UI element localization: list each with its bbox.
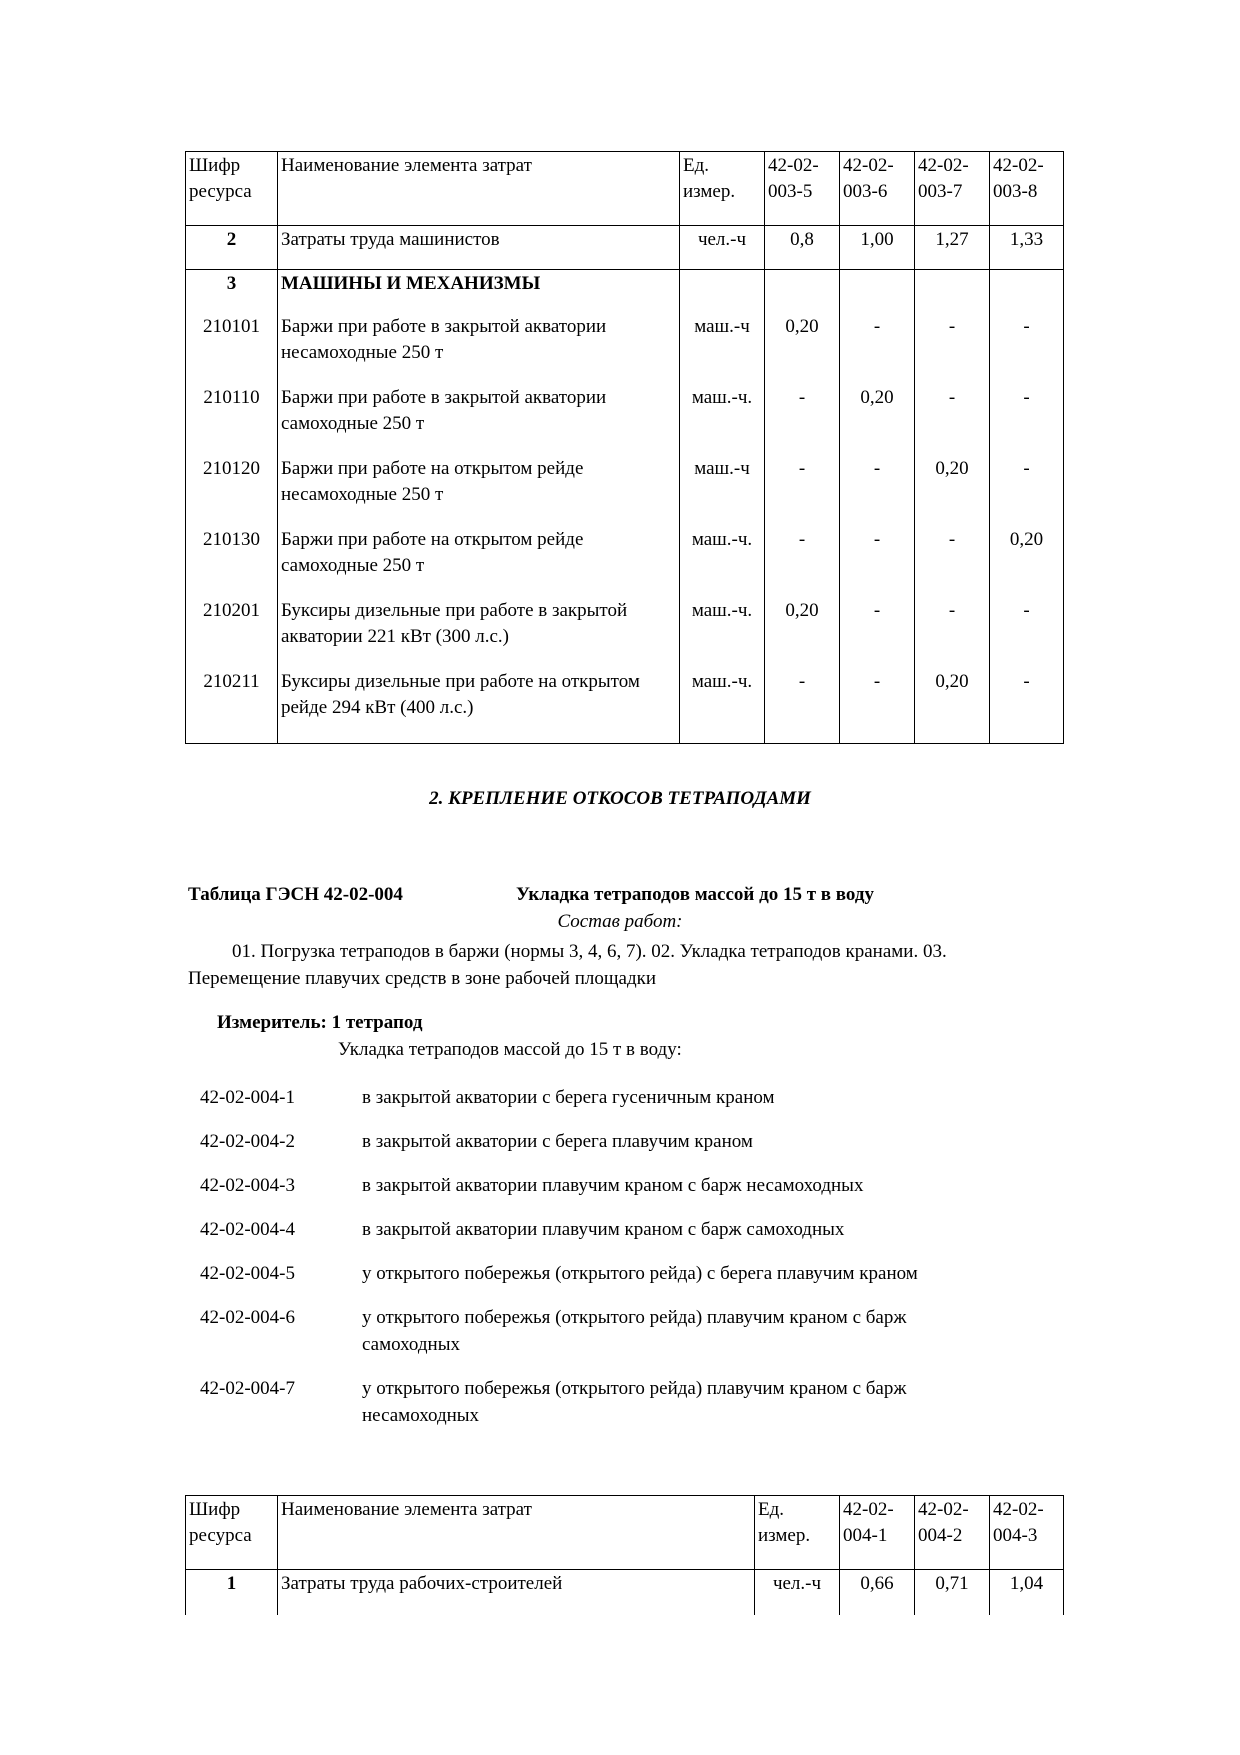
row-code: 210120: [186, 455, 278, 526]
norm-code: 42-02-004-2: [200, 1131, 295, 1152]
header-col-4: 42-02-003-8: [990, 152, 1064, 226]
norm-desc: в закрытой акватории с берега плавучим краном: [362, 1131, 753, 1152]
work-composition-text: 01. Погрузка тетраподов в баржи (нормы 3, 4, 6, 7). 02. Укладка тетраподов кранами. 03. Перемещение плавучих средств в зоне рабочей площадки: [188, 941, 947, 989]
row-unit: маш.-ч.: [680, 597, 765, 668]
row-unit: маш.-ч.: [680, 526, 765, 597]
row-value: -: [765, 668, 840, 744]
row-value: -: [915, 384, 990, 455]
norm-code: 42-02-004-1: [200, 1087, 295, 1108]
row-name: Баржи при работе на открытом рейде самоходные 250 т: [278, 526, 680, 597]
table-row: [186, 1570, 1064, 1616]
row-value: -: [915, 313, 990, 384]
row-value: -: [915, 526, 990, 597]
row-value: -: [990, 668, 1064, 744]
row-value: -: [915, 597, 990, 668]
row-unit: маш.-ч: [680, 313, 765, 384]
section-name: МАШИНЫ И МЕХАНИЗМЫ: [278, 270, 680, 314]
row-value: 0,71: [915, 1570, 990, 1616]
row-value: 0,20: [765, 597, 840, 668]
norm-desc: в закрытой акватории плавучим краном с барж самоходных: [362, 1219, 845, 1240]
norm-code: 42-02-004-5: [200, 1263, 295, 1284]
header-unit: Ед. измер.: [755, 1496, 840, 1570]
row-code: 210201: [186, 597, 278, 668]
row-value: 1,33: [990, 226, 1064, 270]
resource-table-003: [185, 151, 1064, 744]
header-name: Наименование элемента затрат: [278, 1496, 755, 1570]
row-name: Баржи при работе на открытом рейде несамоходные 250 т: [278, 455, 680, 526]
header-unit: Ед. измер.: [680, 152, 765, 226]
row-value: 0,20: [990, 526, 1064, 597]
row-name: Буксиры дизельные при работе в закрытой акватории 221 кВт (300 л.с.): [278, 597, 680, 668]
row-value: 0,20: [840, 384, 915, 455]
row-value: -: [990, 313, 1064, 384]
table-header-row: [186, 152, 1064, 226]
row-name: Баржи при работе в закрытой акватории самоходные 250 т: [278, 384, 680, 455]
row-name: Баржи при работе в закрытой акватории несамоходные 250 т: [278, 313, 680, 384]
header-col-3: 42-02-004-3: [990, 1496, 1064, 1570]
header-col-3: 42-02-003-7: [915, 152, 990, 226]
row-value: -: [840, 313, 915, 384]
row-value: 0,20: [765, 313, 840, 384]
table-title: Укладка тетраподов массой до 15 т в воду: [516, 884, 874, 905]
row-value: -: [840, 668, 915, 744]
header-col-2: 42-02-003-6: [840, 152, 915, 226]
row-value: 0,20: [915, 668, 990, 744]
row-value: 1,00: [840, 226, 915, 270]
row-unit: маш.-ч.: [680, 384, 765, 455]
row-name: Затраты труда рабочих-строителей: [278, 1570, 755, 1616]
row-unit: чел.-ч: [755, 1570, 840, 1616]
table-row: [186, 668, 1064, 744]
row-value: -: [765, 526, 840, 597]
header-code: Шифр ресурса: [186, 1496, 278, 1570]
table-row: [186, 455, 1064, 526]
row-value: -: [990, 455, 1064, 526]
header-col-1: 42-02-004-1: [840, 1496, 915, 1570]
meter-label: Измеритель: 1 тетрапод: [217, 1012, 423, 1033]
section-num: 3: [186, 270, 278, 314]
norm-desc: в закрытой акватории плавучим краном с барж несамоходных: [362, 1175, 864, 1196]
norm-code: 42-02-004-3: [200, 1175, 295, 1196]
row-value: -: [765, 384, 840, 455]
row-num: 1: [186, 1570, 278, 1616]
row-code: 210211: [186, 668, 278, 744]
norms-subheading: Укладка тетраподов массой до 15 т в воду:: [338, 1039, 682, 1060]
row-unit: маш.-ч: [680, 455, 765, 526]
norm-desc: у открытого побережья (открытого рейда) плавучим краном с барж самоходных: [362, 1307, 907, 1355]
norm-code: 42-02-004-7: [200, 1378, 295, 1399]
row-code: 210101: [186, 313, 278, 384]
norm-code: 42-02-004-4: [200, 1219, 295, 1240]
norm-code: 42-02-004-6: [200, 1307, 295, 1328]
header-col-1: 42-02-003-5: [765, 152, 840, 226]
row-value: -: [840, 597, 915, 668]
norm-desc: в закрытой акватории с берега гусеничным краном: [362, 1087, 775, 1108]
header-col-2: 42-02-004-2: [915, 1496, 990, 1570]
table-label: Таблица ГЭСН 42-02-004: [188, 884, 403, 905]
table-row: [186, 597, 1064, 668]
composition-label: Состав работ:: [557, 911, 683, 932]
norm-desc: у открытого побережья (открытого рейда) с берега плавучим краном: [362, 1263, 918, 1284]
table-row: [186, 526, 1064, 597]
row-value: -: [990, 384, 1064, 455]
table-row: [186, 313, 1064, 384]
header-name: Наименование элемента затрат: [278, 152, 680, 226]
table-row: [186, 384, 1064, 455]
row-value: -: [990, 597, 1064, 668]
row-value: 0,66: [840, 1570, 915, 1616]
row-code: 210110: [186, 384, 278, 455]
row-name: Буксиры дизельные при работе на открытом рейде 294 кВт (400 л.с.): [278, 668, 680, 744]
row-unit: чел.-ч: [680, 226, 765, 270]
row-unit: маш.-ч.: [680, 668, 765, 744]
row-value: 0,20: [915, 455, 990, 526]
resource-table-004: [185, 1495, 1064, 1615]
table-section-row: [186, 270, 1064, 314]
row-value: 1,27: [915, 226, 990, 270]
row-value: -: [840, 526, 915, 597]
row-name: Затраты труда машинистов: [278, 226, 680, 270]
row-value: -: [765, 455, 840, 526]
norm-desc: у открытого побережья (открытого рейда) плавучим краном с барж несамоходных: [362, 1378, 907, 1426]
table-header-row: [186, 1496, 1064, 1570]
row-num: 2: [186, 226, 278, 270]
row-value: -: [840, 455, 915, 526]
table-row: [186, 226, 1064, 270]
row-value: 1,04: [990, 1570, 1064, 1616]
section-title: 2. КРЕПЛЕНИЕ ОТКОСОВ ТЕТРАПОДАМИ: [429, 788, 811, 809]
row-code: 210130: [186, 526, 278, 597]
row-value: 0,8: [765, 226, 840, 270]
header-code: Шифр ресурса: [186, 152, 278, 226]
